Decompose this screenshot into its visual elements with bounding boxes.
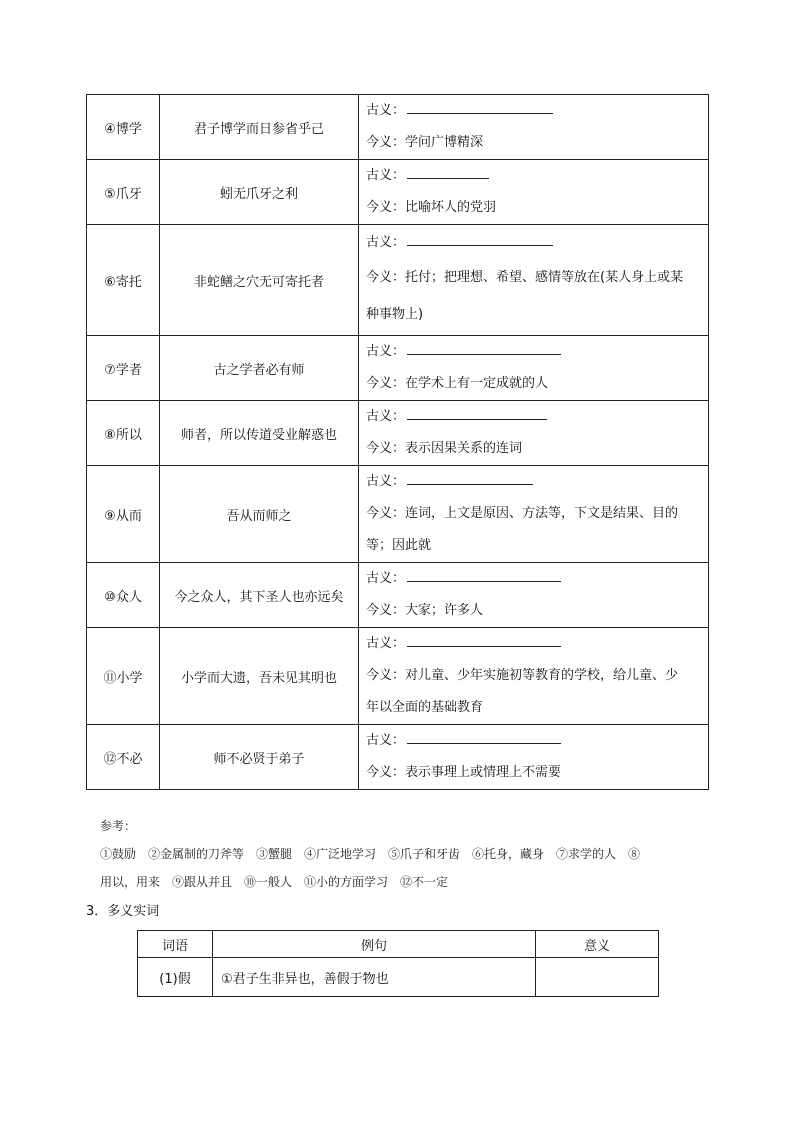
ancient-meaning-label: 古义：: [366, 344, 406, 359]
modern-meaning: 种事物上): [366, 307, 424, 322]
ancient-meaning-label: 古义：: [366, 636, 406, 651]
word-row: [87, 336, 709, 401]
row-meanings: [359, 725, 709, 790]
word-row: [87, 160, 709, 225]
row-word: ⑪小学: [87, 628, 160, 725]
word-row: [87, 225, 709, 336]
word-row: [87, 725, 709, 790]
reference-line-2: 用以，用来 ⑨跟从并且 ⑩一般人 ⑪小的方面学习 ⑫不一定: [100, 875, 449, 889]
row-word: ⑥寄托: [87, 225, 160, 336]
row-example: 君子博学而日参省乎己: [160, 95, 359, 160]
ancient-meaning: [366, 563, 708, 595]
polysemy-word: (1)假: [138, 958, 213, 997]
polysemy-meaning[interactable]: [536, 958, 659, 997]
word-row: [87, 563, 709, 628]
gu-jin-yi-table: [86, 94, 709, 790]
word-row: [87, 95, 709, 160]
ancient-meaning-blank[interactable]: [407, 729, 561, 744]
ancient-meaning-label: 古义：: [366, 235, 406, 250]
ancient-meaning-blank[interactable]: [407, 632, 561, 647]
row-meanings: [359, 563, 709, 628]
row-word: ⑩众人: [87, 563, 160, 628]
ancient-meaning-blank[interactable]: [407, 231, 553, 246]
modern-meaning: 等；因此就: [366, 538, 432, 553]
ancient-meaning-label: 古义：: [366, 474, 406, 489]
ancient-meaning-label: 古义：: [366, 571, 406, 586]
modern-meaning: 今义：表示事理上或情理上不需要: [366, 765, 562, 780]
reference-line-1: ①鼓励 ②金属制的刀斧等 ③蟹腿 ④广泛地学习 ⑤爪子和牙齿 ⑥托身，藏身 ⑦求学的人 ⑧: [100, 847, 641, 861]
row-example: 古之学者必有师: [160, 336, 359, 401]
modern-meaning: 今义：在学术上有一定成就的人: [366, 376, 549, 391]
row-example: 小学而大遗，吾未见其明也: [160, 628, 359, 725]
row-meanings: [359, 336, 709, 401]
reference-answers: [100, 812, 730, 896]
ancient-meaning: [366, 466, 708, 498]
reference-title: 参考：: [100, 819, 137, 833]
ancient-meaning-label: 古义：: [366, 409, 406, 424]
modern-meaning: 今义：连词，上文是原因、方法等，下文是结果、目的: [366, 506, 679, 521]
row-word: ⑦学者: [87, 336, 160, 401]
polysemy-header-row: [138, 931, 659, 958]
modern-meaning: 今义：比喻坏人的党羽: [366, 200, 497, 215]
header-meaning: 意义: [536, 931, 659, 958]
word-row: [87, 466, 709, 563]
ancient-meaning: [366, 160, 708, 192]
word-row: [87, 401, 709, 466]
modern-meaning: 今义：大家；许多人: [366, 603, 484, 618]
row-meanings: [359, 628, 709, 725]
modern-meaning: 今义：学问广博精深: [366, 135, 484, 150]
ancient-meaning-blank[interactable]: [407, 405, 547, 420]
ancient-meaning-label: 古义：: [366, 733, 406, 748]
modern-meaning: 今义：托付；把理想、希望、感情等放在(某人身上或某: [366, 270, 684, 285]
row-example: 蚓无爪牙之利: [160, 160, 359, 225]
row-word: ⑧所以: [87, 401, 160, 466]
modern-meaning: 年以全面的基础教育: [366, 700, 484, 715]
polysemy-table: [137, 930, 659, 997]
row-example: 师不必贤于弟子: [160, 725, 359, 790]
row-word: ④博学: [87, 95, 160, 160]
ancient-meaning: [366, 227, 708, 259]
ancient-meaning: [366, 336, 708, 368]
ancient-meaning-blank[interactable]: [407, 164, 489, 179]
modern-meaning: 今义：表示因果关系的连词: [366, 441, 523, 456]
row-example: 非蛇鳝之穴无可寄托者: [160, 225, 359, 336]
row-meanings: [359, 160, 709, 225]
ancient-meaning-blank[interactable]: [407, 470, 533, 485]
header-word: 词语: [138, 931, 213, 958]
ancient-meaning-blank[interactable]: [407, 340, 561, 355]
row-word: ⑨从而: [87, 466, 160, 563]
row-meanings: [359, 95, 709, 160]
ancient-meaning-label: 古义：: [366, 168, 406, 183]
row-word: ⑫不必: [87, 725, 160, 790]
ancient-meaning: [366, 628, 708, 660]
section-3-heading: 3．多义实词: [86, 904, 160, 919]
row-meanings: [359, 466, 709, 563]
row-meanings: [359, 225, 709, 336]
modern-meaning: 今义：对儿童、少年实施初等教育的学校，给儿童、少: [366, 668, 679, 683]
ancient-meaning-label: 古义：: [366, 103, 406, 118]
row-example: 今之众人，其下圣人也亦远矣: [160, 563, 359, 628]
row-meanings: [359, 401, 709, 466]
polysemy-example: ①君子生非异也，善假于物也: [213, 958, 536, 997]
header-example: 例句: [213, 931, 536, 958]
row-word: ⑤爪牙: [87, 160, 160, 225]
polysemy-row: [138, 958, 659, 997]
ancient-meaning: [366, 725, 708, 757]
ancient-meaning: [366, 401, 708, 433]
row-example: 师者，所以传道受业解惑也: [160, 401, 359, 466]
ancient-meaning: [366, 95, 708, 127]
word-row: [87, 628, 709, 725]
ancient-meaning-blank[interactable]: [407, 99, 553, 114]
ancient-meaning-blank[interactable]: [407, 567, 561, 582]
row-example: 吾从而师之: [160, 466, 359, 563]
